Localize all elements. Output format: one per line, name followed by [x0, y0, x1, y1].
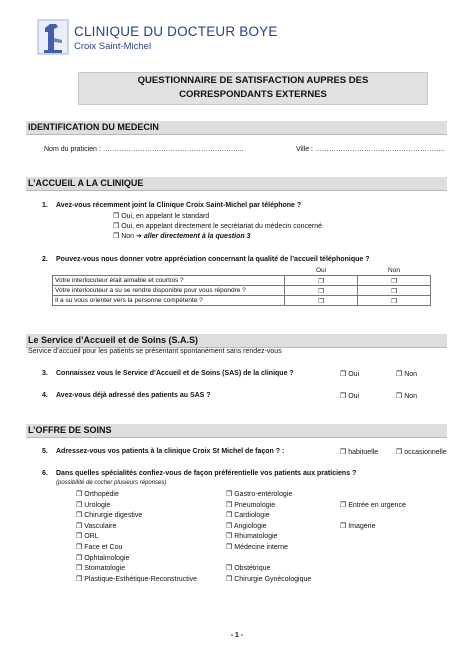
sas-description: Service d’accueil pour les patients se présentant spontanément sans rendez-vous	[28, 348, 282, 355]
col-oui: Oui	[315, 267, 327, 274]
checkbox-icon[interactable]: ❒	[396, 393, 403, 400]
specialty-label: Chirurgie Gynécologique	[234, 575, 312, 583]
q3-text: Connaissez vous le Service d’Accueil et de Soins (SAS) de la clinique ?	[56, 370, 294, 377]
section-identification: IDENTIFICATION DU MEDECIN	[26, 121, 447, 135]
specialty-label: Vasculaire	[84, 522, 117, 530]
checkbox-icon[interactable]: ❒	[285, 286, 358, 296]
option-label: Non	[404, 371, 418, 378]
q5-habituelle[interactable]	[340, 448, 378, 456]
checkbox-icon[interactable]: ❒	[396, 371, 403, 378]
q1-option-secretariat[interactable]	[113, 222, 322, 230]
q2-number: 2.	[42, 256, 48, 263]
checkbox-icon[interactable]: ❒	[76, 491, 83, 498]
nom-praticien-field[interactable]: Nom du praticien : ……………………………………………….…...	[44, 146, 244, 153]
checkbox-icon[interactable]: ❒	[226, 575, 233, 583]
table-header-row	[53, 266, 431, 276]
col-non: Non	[388, 267, 400, 274]
table-row	[53, 286, 431, 296]
q6-text: Dans quelles spécialités confiez-vous de façon préférentielle vos patients aux praticiens ?	[56, 470, 357, 477]
specialties-column-2	[226, 490, 311, 585]
specialty-label: ORL	[84, 533, 99, 541]
arrow-right-icon: ➔	[136, 233, 142, 240]
clinic-logo	[36, 18, 70, 58]
checkbox-icon[interactable]: ❒	[76, 512, 83, 520]
specialties-column-3	[340, 501, 406, 533]
ville-field[interactable]: Ville : ………………………………………………..	[296, 146, 445, 153]
clinic-name: CLINIQUE DU DOCTEUR BOYE	[74, 24, 278, 39]
checkbox-icon[interactable]: ❒	[358, 296, 431, 306]
checkbox-icon[interactable]: ❒	[340, 501, 347, 509]
specialty-item[interactable]	[226, 575, 311, 586]
specialty-label: Pneumologie	[234, 501, 276, 509]
specialty-spacer	[340, 511, 406, 522]
q6-hint: (possibilité de cocher plusieurs réponses)	[56, 480, 167, 486]
row-label: Votre interlocuteur était aimable et courtois ?	[53, 276, 285, 286]
goto-instruction: aller directement à la question 3	[143, 233, 251, 240]
q1-option-non[interactable]	[113, 232, 250, 240]
checkbox-icon[interactable]: ❒	[226, 512, 233, 520]
q3-non[interactable]	[396, 370, 417, 378]
q1-option-standard[interactable]	[113, 212, 209, 220]
clinic-subtitle: Croix Saint-Michel	[74, 41, 152, 52]
specialty-item[interactable]	[226, 511, 311, 522]
checkbox-icon[interactable]: ❒	[226, 565, 233, 573]
row-label: Il a su vous orienter vers la personne compétente ?	[53, 296, 285, 306]
specialty-item[interactable]	[76, 532, 197, 543]
specialty-label: Imagerie	[348, 522, 376, 530]
specialty-item[interactable]	[340, 522, 406, 533]
section-offre-soins: L’OFFRE DE SOINS	[26, 424, 447, 438]
q4-non[interactable]	[396, 392, 417, 400]
q5-occasionnelle[interactable]	[396, 448, 447, 456]
q5-text: Adressez-vous vos patients à la clinique Croix St Michel de façon ? :	[56, 448, 285, 455]
checkbox-icon[interactable]: ❒	[226, 533, 233, 541]
q3-oui[interactable]	[340, 370, 359, 378]
checkbox-icon[interactable]: ❒	[396, 449, 403, 456]
specialty-label: Orthopédie	[84, 491, 119, 498]
checkbox-icon[interactable]: ❒	[113, 223, 120, 230]
q3-number: 3.	[42, 370, 48, 377]
checkbox-icon[interactable]: ❒	[340, 522, 347, 530]
checkbox-icon[interactable]: ❒	[358, 276, 431, 286]
specialty-label: Rhumatologie	[234, 533, 278, 541]
option-label: habituelle	[348, 449, 379, 456]
q4-number: 4.	[42, 392, 48, 399]
option-label: Non	[121, 233, 135, 240]
q4-text: Avez-vous déjà adressé des patients au SAS ?	[56, 392, 211, 399]
specialty-item[interactable]	[76, 511, 197, 522]
checkbox-icon[interactable]: ❒	[76, 522, 83, 530]
checkbox-icon[interactable]: ❒	[226, 501, 233, 509]
specialty-item[interactable]	[76, 490, 197, 501]
checkbox-icon[interactable]: ❒	[226, 543, 233, 551]
option-label: occasionnelle	[404, 449, 447, 456]
q5-number: 5.	[42, 448, 48, 455]
q1-text: Avez-vous récemment joint la Clinique Croix Saint-Michel par téléphone ?	[56, 202, 302, 209]
specialty-item[interactable]	[76, 501, 197, 512]
specialty-item[interactable]	[76, 564, 197, 575]
checkbox-icon[interactable]: ❒	[226, 491, 233, 498]
checkbox-icon[interactable]: ❒	[76, 533, 83, 541]
checkbox-icon[interactable]: ❒	[340, 449, 347, 456]
specialty-label: Entrée en urgence	[348, 501, 406, 509]
specialty-item[interactable]	[226, 490, 311, 501]
checkbox-icon[interactable]: ❒	[76, 501, 83, 509]
checkbox-icon[interactable]: ❒	[358, 286, 431, 296]
q4-oui[interactable]	[340, 392, 359, 400]
option-label: Oui, en appelant directement le secrétariat du médecin concerné	[121, 223, 323, 230]
checkbox-icon[interactable]: ❒	[113, 213, 120, 220]
checkbox-icon[interactable]: ❒	[76, 543, 83, 551]
option-label: Oui, en appelant le standard	[121, 213, 210, 220]
specialty-label: Stomatologie	[84, 565, 126, 573]
checkbox-icon[interactable]: ❒	[285, 296, 358, 306]
checkbox-icon[interactable]: ❒	[340, 371, 347, 378]
specialty-label: Angiologie	[233, 522, 267, 530]
q6-number: 6.	[42, 470, 48, 477]
q1-number: 1.	[42, 202, 48, 209]
specialty-label: Face et Cou	[84, 543, 123, 551]
specialty-item[interactable]	[76, 554, 197, 565]
specialty-item[interactable]	[226, 564, 311, 575]
title-line-2: CORRESPONDANTS EXTERNES	[179, 89, 327, 100]
specialty-label: Chirurgie digestive	[84, 512, 143, 520]
document-title	[78, 72, 428, 105]
specialty-item[interactable]	[226, 532, 311, 543]
specialty-item[interactable]	[226, 501, 311, 512]
checkbox-icon[interactable]: ❒	[340, 393, 347, 400]
row-label: Votre interlocuteur a su se rendre disponible pour vous répondre ?	[53, 286, 285, 296]
specialty-item[interactable]	[76, 575, 197, 586]
specialty-label: Ophtalmologie	[84, 554, 130, 562]
specialty-label: Obstétrique	[234, 565, 271, 573]
specialty-label: Gastro-entérologie	[234, 491, 293, 498]
option-label: Oui	[348, 371, 360, 378]
title-line-1: QUESTIONNAIRE DE SATISFACTION AUPRES DES	[137, 75, 369, 86]
specialty-spacer	[226, 554, 311, 565]
specialty-item[interactable]	[226, 543, 311, 554]
section-accueil: L’ACCUEIL A LA CLINIQUE	[26, 177, 447, 191]
checkbox-icon[interactable]: ❒	[285, 276, 358, 286]
checkbox-icon[interactable]: ❒	[76, 575, 83, 583]
section-sas: Le Service d’Accueil et de Soins (S.A.S)	[26, 334, 447, 348]
specialty-item[interactable]	[76, 522, 197, 533]
specialty-label: Urologie	[84, 501, 111, 509]
q2-appreciation-table	[52, 266, 431, 306]
option-label: Non	[404, 393, 418, 400]
table-row	[53, 276, 431, 286]
specialty-label: Cardiologie	[234, 512, 270, 520]
checkbox-icon[interactable]: ❒	[76, 565, 83, 573]
checkbox-icon[interactable]: ❒	[226, 522, 233, 530]
checkbox-icon[interactable]: ❒	[113, 233, 120, 240]
specialty-item[interactable]	[76, 543, 197, 554]
page-number: - 1 -	[230, 632, 244, 639]
option-label: Oui	[348, 393, 360, 400]
specialty-item[interactable]	[226, 522, 311, 533]
specialty-item[interactable]	[340, 501, 406, 512]
specialties-column-1	[76, 490, 197, 585]
checkbox-icon[interactable]: ❒	[76, 554, 83, 562]
q2-text: Pouvez-vous nous donner votre appréciation concernant la qualité de l’accueil téléphonique ?	[56, 256, 370, 263]
table-row	[53, 296, 431, 306]
specialty-label: Plastique-Esthétique-Reconstructive	[84, 575, 198, 583]
specialty-label: Médecine interne	[234, 543, 288, 551]
